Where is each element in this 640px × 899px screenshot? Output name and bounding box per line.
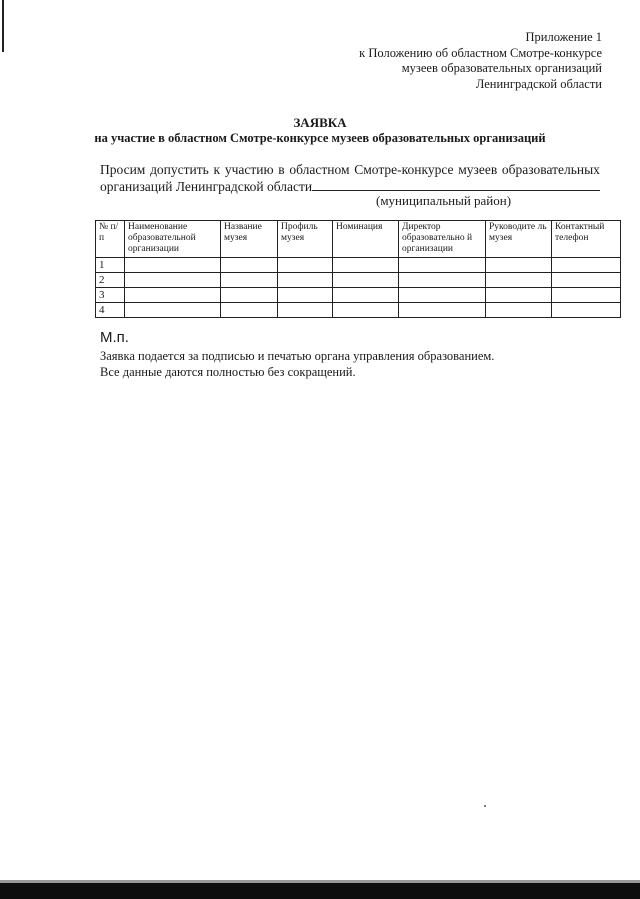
document-subtitle: на участие в областном Смотре-конкурсе музеев образовательных организаций bbox=[94, 131, 546, 145]
table-cell[interactable] bbox=[125, 288, 221, 303]
table-cell[interactable] bbox=[221, 303, 278, 318]
table-cell[interactable] bbox=[552, 273, 621, 288]
row-number-cell: 4 bbox=[96, 303, 125, 318]
table-cell[interactable] bbox=[333, 258, 399, 273]
request-word: участию bbox=[224, 162, 274, 177]
appendix-line: Приложение 1 bbox=[525, 30, 602, 44]
table-cell[interactable] bbox=[399, 303, 486, 318]
appendix-line: Ленинградской области bbox=[475, 76, 602, 91]
header-contact-phone: Контактный телефон bbox=[552, 221, 621, 258]
application-table bbox=[95, 220, 621, 318]
table-cell[interactable] bbox=[486, 288, 552, 303]
request-word: допустить bbox=[150, 162, 209, 177]
table-cell[interactable] bbox=[486, 273, 552, 288]
header-museum-profile: Профиль музея bbox=[278, 221, 333, 258]
table-cell[interactable] bbox=[125, 303, 221, 318]
header-number: № п/п bbox=[96, 221, 125, 258]
request-word: в bbox=[278, 162, 285, 177]
table-cell[interactable] bbox=[278, 273, 333, 288]
scan-edge-line bbox=[2, 0, 4, 52]
district-hint: (муниципальный район) bbox=[376, 193, 512, 208]
appendix-line: к Положению об областном Смотре-конкурсе bbox=[359, 45, 602, 60]
table-cell[interactable] bbox=[552, 288, 621, 303]
table-cell[interactable] bbox=[333, 288, 399, 303]
stamp-place-label: М.п. bbox=[100, 329, 129, 346]
district-fill-blank[interactable] bbox=[312, 178, 600, 191]
table-cell[interactable] bbox=[399, 258, 486, 273]
request-line-1 bbox=[100, 162, 600, 178]
table-cell[interactable] bbox=[333, 303, 399, 318]
header-nomination: Номинация bbox=[333, 221, 399, 258]
scan-speck bbox=[484, 805, 486, 807]
header-org-name: Наименование образовательной организации bbox=[125, 221, 221, 258]
header-museum-name: Название музея bbox=[221, 221, 278, 258]
table-cell[interactable] bbox=[333, 273, 399, 288]
scan-bottom-edge bbox=[0, 883, 640, 899]
table-cell[interactable] bbox=[399, 273, 486, 288]
table-row bbox=[96, 273, 621, 288]
table-cell[interactable] bbox=[399, 288, 486, 303]
row-number-cell: 2 bbox=[96, 273, 125, 288]
request-word: Просим bbox=[100, 162, 146, 177]
table-cell[interactable] bbox=[221, 288, 278, 303]
request-word: Смотре-конкурсе bbox=[354, 162, 454, 177]
table-cell[interactable] bbox=[125, 258, 221, 273]
completeness-note: Все данные даются полностью без сокращений. bbox=[100, 365, 356, 379]
request-paragraph bbox=[100, 162, 600, 195]
table-cell[interactable] bbox=[552, 303, 621, 318]
header-museum-head: Руководите ль музея bbox=[486, 221, 552, 258]
table-cell[interactable] bbox=[278, 303, 333, 318]
row-number-cell: 1 bbox=[96, 258, 125, 273]
appendix-line: музеев образовательных организаций bbox=[401, 61, 602, 75]
header-org-director: Директор образовательно й организации bbox=[399, 221, 486, 258]
table-row bbox=[96, 258, 621, 273]
document-title: ЗАЯВКА bbox=[293, 115, 347, 130]
table-row bbox=[96, 303, 621, 318]
table-cell[interactable] bbox=[221, 273, 278, 288]
request-line-2 bbox=[100, 178, 600, 195]
table-cell[interactable] bbox=[278, 258, 333, 273]
table-cell[interactable] bbox=[221, 258, 278, 273]
table-cell[interactable] bbox=[486, 303, 552, 318]
table-cell[interactable] bbox=[486, 258, 552, 273]
request-region-text: организаций Ленинградской области bbox=[100, 179, 313, 194]
request-word: музеев bbox=[458, 162, 498, 177]
signature-note: Заявка подается за подписью и печатью органа управления образованием. bbox=[100, 349, 495, 363]
request-word: образовательных bbox=[501, 162, 600, 177]
table-cell[interactable] bbox=[552, 258, 621, 273]
table-header-row bbox=[96, 221, 621, 258]
table-cell[interactable] bbox=[125, 273, 221, 288]
request-word: к bbox=[213, 162, 221, 177]
table-row bbox=[96, 288, 621, 303]
table-cell[interactable] bbox=[278, 288, 333, 303]
row-number-cell: 3 bbox=[96, 288, 125, 303]
appendix-reference bbox=[359, 30, 602, 92]
request-word: областном bbox=[289, 162, 350, 177]
